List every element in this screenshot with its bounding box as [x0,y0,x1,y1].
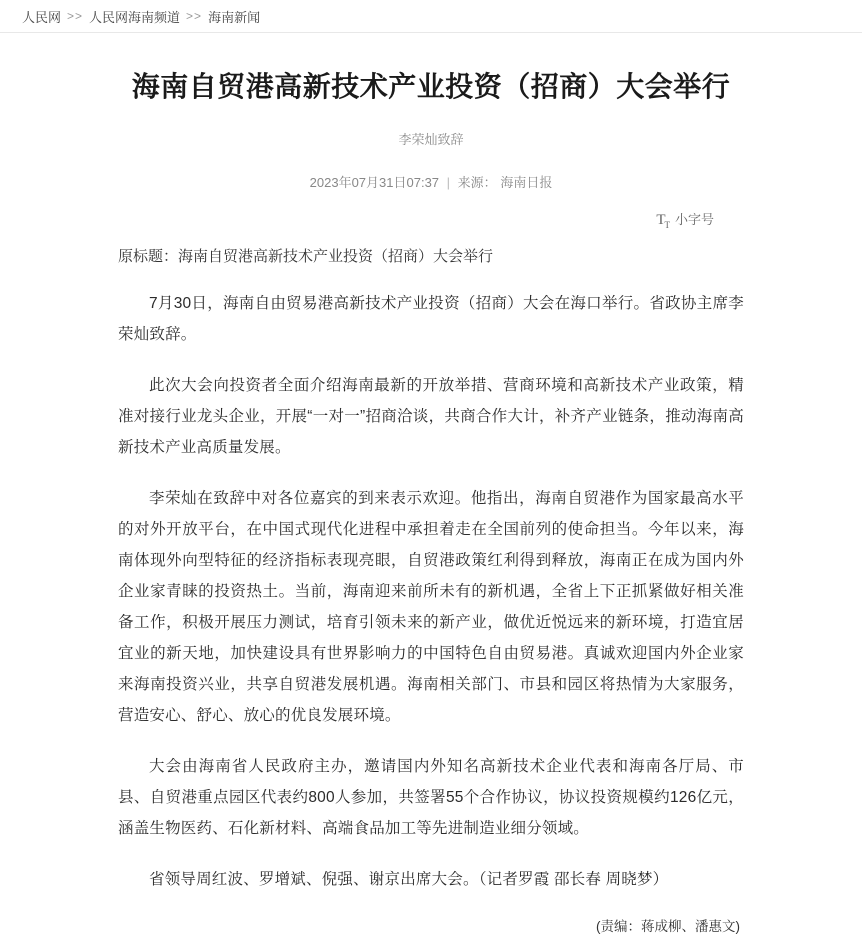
article-paragraph: 省领导周红波、罗增斌、倪强、谢京出席大会。（记者罗霞 邵长春 周晓梦） [149,871,669,888]
font-size-toolbar [118,209,744,230]
publish-date: 2023年07月31日07:37 [309,175,440,190]
breadcrumb [0,0,862,33]
article-meta [118,172,744,191]
editor-credit: (责编：蒋成柳、潘惠文) [596,919,740,934]
article-body [118,288,744,895]
font-size-label: 小字号 [674,212,714,227]
breadcrumb-separator: >> [67,9,84,23]
article-paragraph: 大会由海南省人民政府主办，邀请国内外知名高新技术企业代表和海南各厅局、市县、自贸港重点园区代表约800人参加，共签署55个合作协议，协议投资规模约126亿元，涵盖生物医药、石化新材料、高端食品加工等先进制造业细分领域。 [118,758,744,837]
article-subheadline: 李荣灿致辞 [398,132,464,147]
breadcrumb-item-0[interactable]: 人民网 [22,9,62,25]
font-size-button[interactable] [656,209,714,230]
source-name[interactable]: 海南日报 [500,175,553,190]
source-label: 来源： [457,175,497,190]
text-size-icon-sub: T [664,220,669,230]
text-size-icon: $T_T$ [656,212,669,230]
original-title: 原标题：海南自贸港高新技术产业投资（招商）大会举行 [118,248,494,265]
article-paragraph: 李荣灿在致辞中对各位嘉宾的到来表示欢迎。他指出，海南自贸港作为国家最高水平的对外开放平台，在中国式现代化进程中承担着走在全国前列的使命担当。今年以来，海南体现外向型特征的经济指标表现亮眼，自贸港政策红利得到释放，海南正在成为国内外企业家青睐的投资热土。当前，海南迎来前所未有的新机遇，全省上下正抓紧做好相关准备工作，积极开展压力测试，培育引领未来的新产业，做优近悦远来的新环境，打造宜居宜业的新天地，加快建设具有世界影响力的中国特色自由贸易港。真诚欢迎国内外企业家来海南投资兴业，共享自贸港发展机遇。海南相关部门、市县和园区将热情为大家服务，营造安心、舒心、放心的优良发展环境。 [118,490,744,724]
breadcrumb-item-2[interactable]: 海南新闻 [208,9,261,25]
page-title: 海南自贸港高新技术产业投资（招商）大会举行 [131,71,731,102]
article-paragraph: 此次大会向投资者全面介绍海南最新的开放举措、营商环境和高新技术产业政策，精准对接行业龙头企业，开展“一对一”招商洽谈，共商合作大计，补齐产业链条，推动海南高新技术产业高质量发展。 [118,377,744,456]
breadcrumb-separator: >> [186,9,203,23]
article-paragraph: 7月30日，海南自由贸易港高新技术产业投资（招商）大会在海口举行。省政协主席李荣灿致辞。 [118,295,744,343]
meta-separator: | [446,175,451,190]
article-container [0,67,862,935]
breadcrumb-item-1[interactable]: 人民网海南频道 [89,9,181,25]
